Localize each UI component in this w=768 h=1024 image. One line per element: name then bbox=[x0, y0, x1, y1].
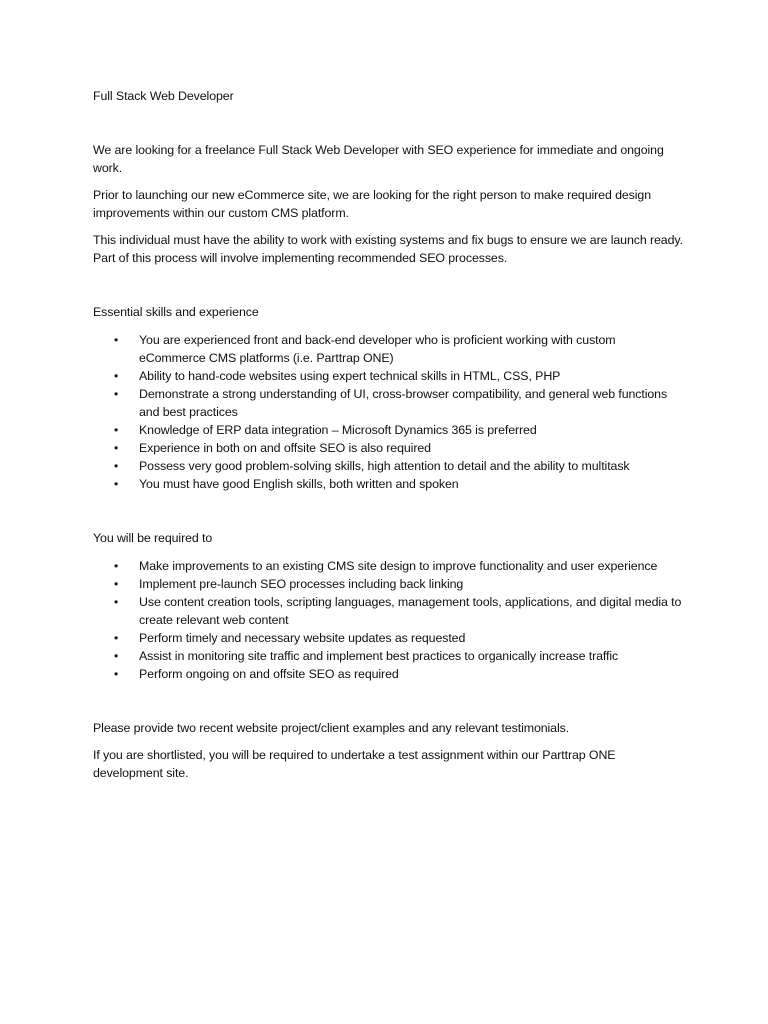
intro-paragraph: We are looking for a freelance Full Stack Web Developer with SEO experience for immediate and ongoing work. bbox=[93, 143, 664, 175]
list-item bbox=[93, 665, 683, 683]
list-item-text: Possess very good problem-solving skills, high attention to detail and the ability to multitask bbox=[139, 459, 630, 473]
bullet-icon: • bbox=[114, 387, 119, 401]
list-item bbox=[93, 557, 683, 575]
bullet-icon: • bbox=[114, 333, 119, 347]
list-item-text: Experience in both on and offsite SEO is also required bbox=[139, 441, 431, 455]
bullet-icon: • bbox=[114, 459, 119, 473]
list-item bbox=[93, 367, 683, 385]
required-heading: You will be required to bbox=[93, 531, 213, 545]
bullet-icon: • bbox=[114, 441, 119, 455]
bullet-icon: • bbox=[114, 631, 119, 645]
list-item bbox=[93, 331, 683, 367]
bullet-icon: • bbox=[114, 577, 119, 591]
list-item-text: Assist in monitoring site traffic and implement best practices to organically increase traffic bbox=[139, 649, 619, 663]
document-title: Full Stack Web Developer bbox=[93, 89, 234, 103]
bullet-icon: • bbox=[114, 477, 119, 491]
list-item-text: Perform timely and necessary website updates as requested bbox=[139, 631, 466, 645]
list-item-text: You are experienced front and back-end developer who is proficient working with custom eCommerce CMS platforms (i.e. Parttrap ONE) bbox=[139, 333, 616, 365]
bullet-icon: • bbox=[114, 595, 119, 609]
closing-paragraph: If you are shortlisted, you will be required to undertake a test assignment within our Parttrap ONE development site. bbox=[93, 748, 616, 780]
list-item bbox=[93, 593, 683, 629]
bullet-icon: • bbox=[114, 667, 119, 681]
intro-paragraph: This individual must have the ability to work with existing systems and fix bugs to ensure we are launch ready. Part of this process will involve implementing recommended SEO processes. bbox=[93, 233, 683, 265]
list-item-text: You must have good English skills, both written and spoken bbox=[139, 477, 459, 491]
bullet-icon: • bbox=[114, 369, 119, 383]
closing-paragraph: Please provide two recent website project/client examples and any relevant testimonials. bbox=[93, 721, 570, 735]
document-body bbox=[93, 87, 683, 791]
bullet-icon: • bbox=[114, 559, 119, 573]
skills-list bbox=[93, 331, 683, 493]
list-item bbox=[93, 575, 683, 593]
required-list bbox=[93, 557, 683, 683]
list-item-text: Use content creation tools, scripting languages, management tools, applications, and digital media to create relevant web content bbox=[139, 595, 682, 627]
list-item-text: Knowledge of ERP data integration – Microsoft Dynamics 365 is preferred bbox=[139, 423, 537, 437]
list-item-text: Implement pre-launch SEO processes including back linking bbox=[139, 577, 464, 591]
skills-heading: Essential skills and experience bbox=[93, 305, 259, 319]
list-item bbox=[93, 629, 683, 647]
list-item bbox=[93, 647, 683, 665]
list-item-text: Perform ongoing on and offsite SEO as required bbox=[139, 667, 399, 681]
bullet-icon: • bbox=[114, 423, 119, 437]
list-item-text: Make improvements to an existing CMS site design to improve functionality and user experience bbox=[139, 559, 658, 573]
list-item bbox=[93, 457, 683, 475]
intro-paragraph: Prior to launching our new eCommerce site, we are looking for the right person to make required design improvements within our custom CMS platform. bbox=[93, 188, 651, 220]
list-item bbox=[93, 385, 683, 421]
list-item bbox=[93, 439, 683, 457]
bullet-icon: • bbox=[114, 649, 119, 663]
list-item bbox=[93, 475, 683, 493]
list-item bbox=[93, 421, 683, 439]
list-item-text: Demonstrate a strong understanding of UI, cross-browser compatibility, and general web functions and best practices bbox=[139, 387, 668, 419]
list-item-text: Ability to hand-code websites using expert technical skills in HTML, CSS, PHP bbox=[139, 369, 561, 383]
